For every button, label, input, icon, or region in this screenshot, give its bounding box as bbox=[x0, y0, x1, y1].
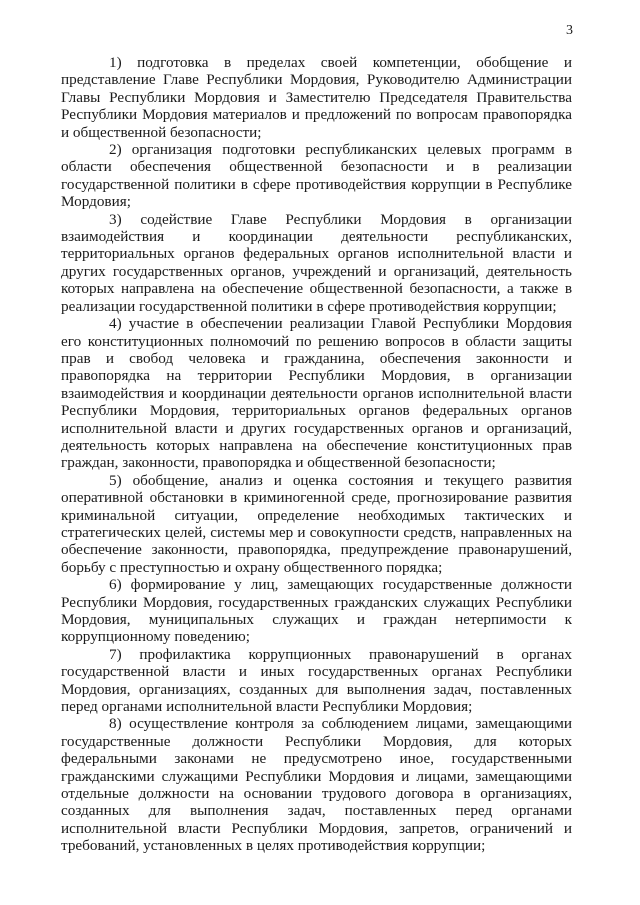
paragraph-3: 3) содействие Главе Республики Мордовия в организации взаимодействия и координации деятельности республиканских, территориальных органов федеральных органов исполнительной власти и других государственных органов, учреждений и организаций, деятельность которых направлена на обеспечение общественной безопасности, а также в реализации государственной политики в сфере противодействия коррупции; bbox=[61, 210, 572, 315]
paragraph-2: 2) организация подготовки республиканских целевых программ в области обеспечения общественной безопасности и в реализации государственной политики в сфере противодействия коррупции в Республике Мордовия; bbox=[61, 141, 572, 211]
paragraph-7: 7) профилактика коррупционных правонарушений в органах государственной власти и иных государственных органах Республики Мордовия, организациях, созданных для выполнения задач, поставленных перед органами исполнительной власти Республики Мордовия; bbox=[61, 645, 572, 716]
paragraph-4: 4) участие в обеспечении реализации Главой Республики Мордовия его конституционных полномочий по решению вопросов в области защиты прав и свобод человека и гражданина, обеспечения законности и правопорядка на территории Республики Мордовия, в организации взаимодействия и координации деятельности органов исполнительной власти Республики Мордовия, территориальных органов федеральных органов исполнительной власти и других государственных органов и организаций, деятельность которых направлена на обеспечение конституционных прав граждан, законности, правопорядка и общественной безопасности; bbox=[61, 315, 572, 472]
paragraph-6: 6) формирование у лиц, замещающих государственные должности Республики Мордовия, государственных гражданских служащих Республики Мордовия, муниципальных служащих и граждан нетерпимости к коррупционному поведению; bbox=[61, 576, 572, 646]
document-body bbox=[61, 54, 572, 855]
paragraph-8: 8) осуществление контроля за соблюдением лицами, замещающими государственные должности Республики Мордовия, для которых федеральными законами не предусмотрено иное, государственными гражданскими служащими Республики Мордовия и лицами, замещающими отдельные должности на основании трудового договора в организациях, созданных для выполнения задач, поставленных перед органами исполнительной власти Республики Мордовия, запретов, ограничений и требований, установленных в целях противодействия коррупции; bbox=[61, 715, 572, 855]
paragraph-5: 5) обобщение, анализ и оценка состояния и текущего развития оперативной обстановки в криминогенной среде, прогнозирование развития криминальной ситуации, определение необходимых тактических и стратегических целей, системы мер и совокупности средств, направленных на обеспечение законности, правопорядка, предупреждение правонарушений, борьбу с преступностью и охрану общественного порядка; bbox=[61, 471, 572, 576]
paragraph-1: 1) подготовка в пределах своей компетенции, обобщение и представление Главе Республики Мордовия, Руководителю Администрации Главы Республики Мордовия и Заместителю Председателя Правительства Республики Мордовия материалов и предложений по вопросам правопорядка и общественной безопасности; bbox=[61, 54, 572, 141]
page-number: 3 bbox=[566, 23, 573, 38]
